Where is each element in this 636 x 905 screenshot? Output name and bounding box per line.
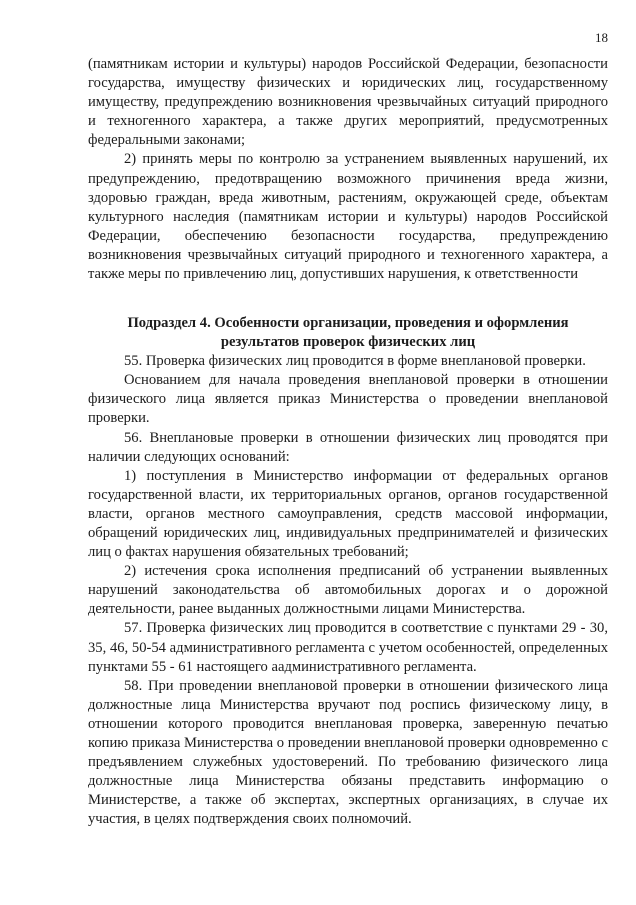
heading-line-2: результатов проверок физических лиц — [220, 334, 476, 351]
document-body — [88, 55, 608, 829]
paragraph: 58. При проведении внеплановой проверки в отношении физического лица должностные лица Министерства вручают под роспись физическому лицу, в отношении которого проводится внеплановая проверка, заверенную печатью копию приказа Министерства о проведении внеплановой проверки одновременно с предъявлением служебных удостоверений. По требованию физического лица должностные лица Министерства обязаны представить информацию о Министерстве, а также об экспертах, экспертных организациях, в случае их участия, в целях подтверждения своих полномочий. — [88, 677, 608, 828]
page-number: 18 — [595, 30, 608, 45]
paragraph: (памятникам истории и культуры) народов Российской Федерации, безопасности государства, имуществу физических и юридических лиц, государственному имуществу, предупреждению возникновения чрезвычайных ситуаций природного и техногенного характера, а также других мероприятий, предусмотренных федеральными законами; — [88, 56, 608, 149]
top-section — [88, 55, 608, 284]
paragraph: 1) поступления в Министерство информации от федеральных органов государственной власти, их территориальных органов, органов государственной власти, органов местного самоуправления, средств массовой информации, обращений юридических лиц, индивидуальных предпринимателей и физических лиц о фактах нарушения обязательных требований; — [88, 467, 608, 561]
paragraph: 2) истечения срока исполнения предписаний об устранении выявленных нарушений законодательства об автомобильных дорогах и о дорожной деятельности, ранее выданных должностными лицами Министерства. — [88, 563, 608, 618]
paragraph: 55. Проверка физических лиц проводится в форме внеплановой проверки. — [124, 353, 586, 370]
paragraph: Основанием для начала проведения внеплановой проверки в отношении физического лица является приказ Министерства о проведении внеплановой проверки. — [88, 372, 608, 427]
paragraph: 57. Проверка физических лиц проводится в соответствие с пунктами 29 - 30, 35, 46, 50-54 административного регламента с учетом особенностей, определенных пунктами 55 - 61 настоящего аадминистративного регламента. — [88, 620, 608, 675]
bottom-section — [88, 352, 608, 829]
paragraph: 2) принять меры по контролю за устранением выявленных нарушений, их предупреждению, предотвращению возможного причинения вреда жизни, здоровью граждан, вреда животным, растениям, окружающей среде, объектам культурного наследия (памятникам истории и культуры) народов Российской Федерации, обеспечению безопасности государства, предупреждению возникновения чрезвычайных ситуаций природного и техногенного характера, а также меры по привлечению лиц, допустивших нарушения, к ответственности — [88, 151, 608, 283]
heading-line-1: Подраздел 4. Особенности организации, проведения и оформления — [127, 315, 569, 332]
subsection-heading — [88, 314, 608, 352]
paragraph: 56. Внеплановые проверки в отношении физических лиц проводятся при наличии следующих оснований: — [88, 429, 608, 465]
